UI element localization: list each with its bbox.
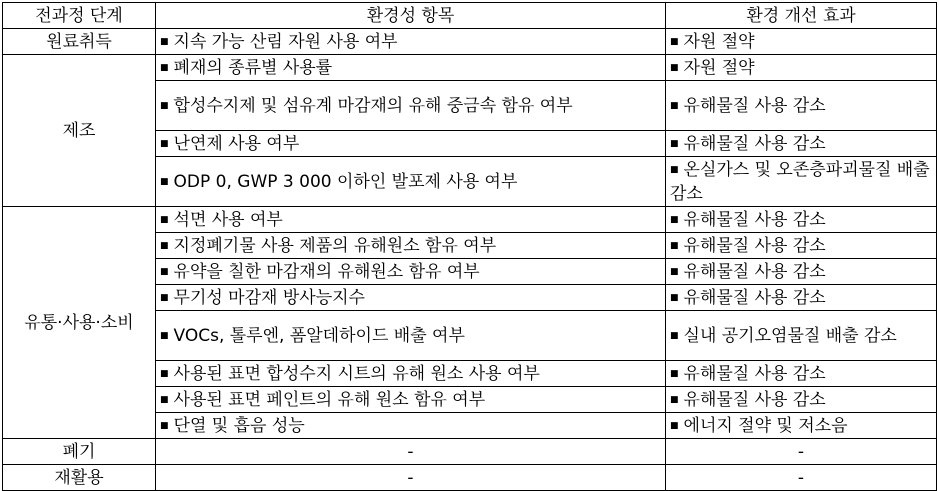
bullet-icon: ■ bbox=[160, 215, 169, 225]
bullet-icon: ■ bbox=[160, 63, 169, 73]
item-text: 단열 및 흡음 성능 bbox=[173, 416, 305, 436]
item-cell bbox=[156, 233, 666, 259]
bullet-icon: ■ bbox=[670, 37, 679, 47]
bullet-icon: ■ bbox=[160, 37, 169, 47]
item-cell bbox=[156, 207, 666, 233]
bullet-icon: ■ bbox=[160, 395, 169, 405]
item-cell bbox=[156, 361, 666, 387]
effect-text: 유해물질 사용 감소 bbox=[683, 390, 826, 410]
header-improvement-effect: 환경 개선 효과 bbox=[666, 3, 937, 29]
stage-raw-material: 원료취득 bbox=[3, 29, 156, 55]
bullet-icon: ■ bbox=[670, 267, 679, 277]
item-cell bbox=[156, 311, 666, 361]
effect-cell bbox=[666, 387, 937, 413]
item-text: 무기성 마감재 방사능지수 bbox=[173, 288, 365, 308]
item-text: 석면 사용 여부 bbox=[173, 210, 283, 230]
item-text: 유약을 칠한 마감재의 유해원소 함유 여부 bbox=[173, 262, 480, 282]
item-text: ODP 0, GWP 3 000 이하인 발포제 사용 여부 bbox=[173, 172, 518, 192]
stage-manufacture: 제조 bbox=[3, 55, 156, 207]
effect-text: 자원 절약 bbox=[683, 58, 755, 78]
bullet-icon: ■ bbox=[160, 139, 169, 149]
effect-text: 유해물질 사용 감소 bbox=[683, 364, 826, 384]
effect-cell bbox=[666, 285, 937, 311]
effect-text: 온실가스 및 오존층파괴물질 배출 감소 bbox=[670, 160, 930, 204]
bullet-icon: ■ bbox=[670, 241, 679, 251]
effect-cell bbox=[666, 413, 937, 439]
item-cell bbox=[156, 387, 666, 413]
bullet-icon: ■ bbox=[160, 241, 169, 251]
effect-cell bbox=[666, 81, 937, 131]
table-row bbox=[3, 55, 937, 81]
effect-text: 유해물질 사용 감소 bbox=[683, 236, 826, 256]
table-row bbox=[3, 29, 937, 55]
recycle-item-cell: - bbox=[156, 465, 666, 491]
effect-text: 유해물질 사용 감소 bbox=[683, 96, 826, 116]
bullet-icon: ■ bbox=[670, 139, 679, 149]
environmental-criteria-table bbox=[2, 2, 937, 491]
stage-disposal: 폐기 bbox=[3, 439, 156, 465]
table-row bbox=[3, 439, 937, 465]
bullet-icon: ■ bbox=[670, 421, 679, 431]
effect-cell bbox=[666, 157, 937, 207]
bullet-icon: ■ bbox=[160, 267, 169, 277]
item-cell bbox=[156, 157, 666, 207]
effect-cell bbox=[666, 207, 937, 233]
header-row bbox=[3, 3, 937, 29]
header-lifecycle-stage: 전과정 단계 bbox=[3, 3, 156, 29]
stage-distribution-use: 유통·사용·소비 bbox=[3, 207, 156, 439]
bullet-icon: ■ bbox=[670, 395, 679, 405]
item-cell bbox=[156, 285, 666, 311]
bullet-icon: ■ bbox=[670, 293, 679, 303]
bullet-icon: ■ bbox=[160, 369, 169, 379]
effect-cell bbox=[666, 361, 937, 387]
disposal-item-cell: - bbox=[156, 439, 666, 465]
effect-cell bbox=[666, 55, 937, 81]
effect-text: 실내 공기오염물질 배출 감소 bbox=[683, 326, 897, 346]
effect-text: 에너지 절약 및 저소음 bbox=[683, 416, 848, 436]
effect-text: 유해물질 사용 감소 bbox=[683, 288, 826, 308]
item-text: 사용된 표면 합성수지 시트의 유해 원소 사용 여부 bbox=[173, 364, 540, 384]
stage-recycle: 재활용 bbox=[3, 465, 156, 491]
bullet-icon: ■ bbox=[670, 215, 679, 225]
effect-text: 유해물질 사용 감소 bbox=[683, 262, 826, 282]
bullet-icon: ■ bbox=[670, 101, 679, 111]
bullet-icon: ■ bbox=[160, 293, 169, 303]
bullet-icon: ■ bbox=[160, 331, 169, 341]
item-text: 난연제 사용 여부 bbox=[173, 134, 300, 154]
effect-cell bbox=[666, 131, 937, 157]
effect-text: 유해물질 사용 감소 bbox=[683, 210, 826, 230]
item-text: 사용된 표면 페인트의 유해 원소 함유 여부 bbox=[173, 390, 486, 410]
item-text: 지정폐기물 사용 제품의 유해원소 함유 여부 bbox=[173, 236, 497, 256]
recycle-effect-cell: - bbox=[666, 465, 937, 491]
item-text: 합성수지제 및 섬유계 마감재의 유해 중금속 함유 여부 bbox=[173, 96, 573, 116]
item-cell bbox=[156, 131, 666, 157]
effect-text: 유해물질 사용 감소 bbox=[683, 134, 826, 154]
item-text: 폐재의 종류별 사용률 bbox=[173, 58, 333, 78]
effect-text: 자원 절약 bbox=[683, 32, 755, 52]
bullet-icon: ■ bbox=[670, 369, 679, 379]
bullet-icon: ■ bbox=[670, 331, 679, 341]
item-cell bbox=[156, 55, 666, 81]
item-text: 지속 가능 산림 자원 사용 여부 bbox=[173, 32, 398, 52]
effect-cell bbox=[666, 311, 937, 361]
item-cell bbox=[156, 259, 666, 285]
item-cell bbox=[156, 29, 666, 55]
table-row bbox=[3, 465, 937, 491]
header-environmental-item: 환경성 항목 bbox=[156, 3, 666, 29]
bullet-icon: ■ bbox=[160, 177, 169, 187]
effect-cell bbox=[666, 259, 937, 285]
bullet-icon: ■ bbox=[670, 165, 679, 175]
item-text: VOCs, 톨루엔, 폼알데하이드 배출 여부 bbox=[173, 326, 465, 346]
item-cell bbox=[156, 81, 666, 131]
item-cell bbox=[156, 413, 666, 439]
effect-cell bbox=[666, 233, 937, 259]
bullet-icon: ■ bbox=[160, 421, 169, 431]
effect-cell bbox=[666, 29, 937, 55]
table-row bbox=[3, 207, 937, 233]
bullet-icon: ■ bbox=[670, 63, 679, 73]
disposal-effect-cell: - bbox=[666, 439, 937, 465]
bullet-icon: ■ bbox=[160, 101, 169, 111]
